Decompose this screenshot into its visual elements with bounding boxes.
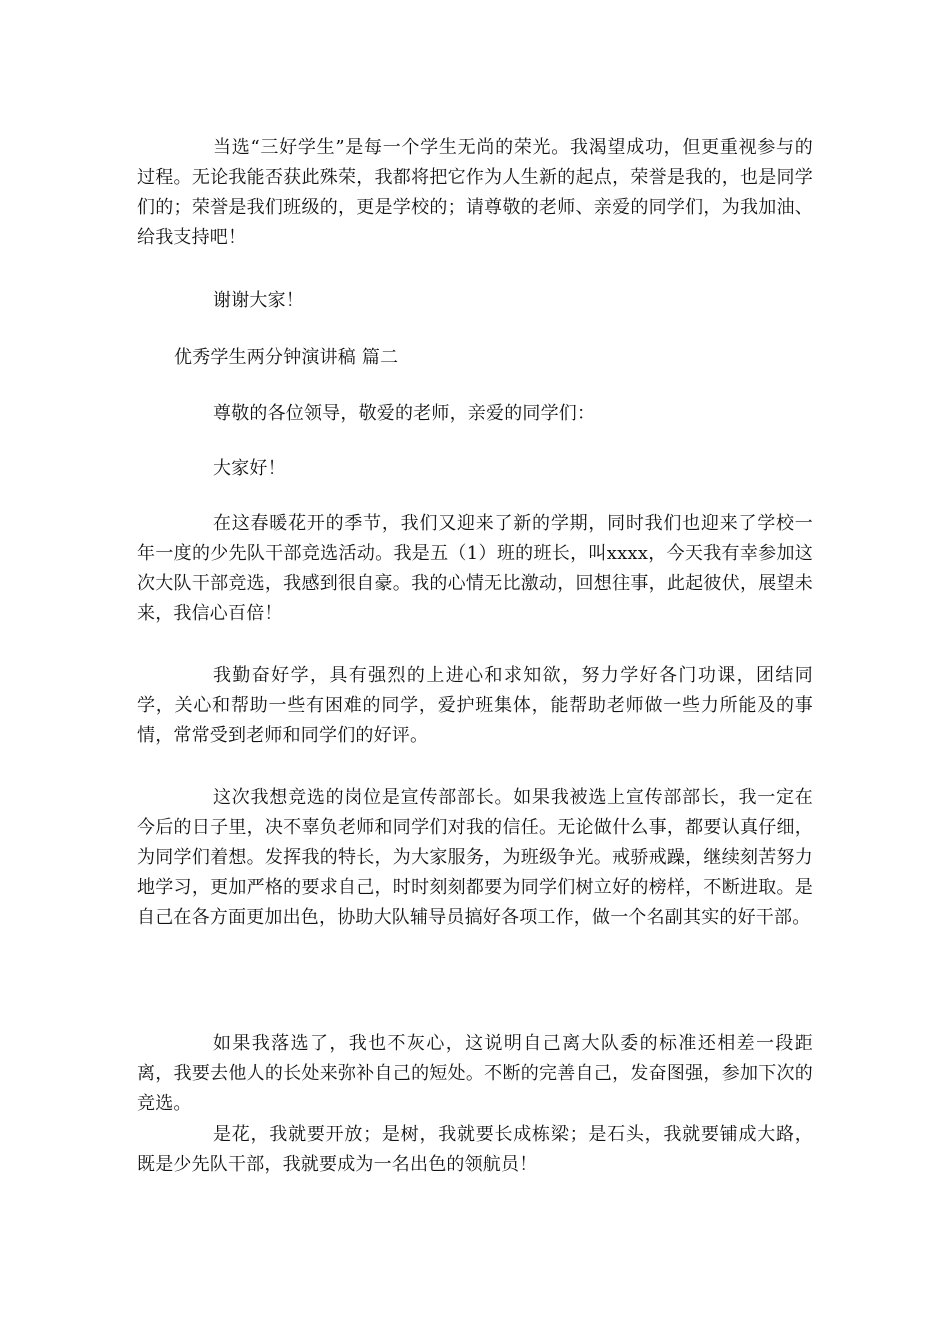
paragraph-closing-statement: 当选“三好学生”是每一个学生无尚的荣光。我渴望成功，但更重视参与的过程。无论我能否获此殊荣，我都将把它作为人生新的起点，荣誉是我的，也是同学们的；荣誉是我们班级的，更是学校的；请尊敬的老师、亲爱的同学们，为我加油、给我支持吧！	[137, 137, 813, 248]
section-title: 优秀学生两分钟演讲稿 篇二	[174, 347, 399, 368]
paragraph-introduction: 在这春暖花开的季节，我们又迎来了新的学期，同时我们也迎来了学校一年一度的少先队干部竞选活动。我是五（1）班的班长，叫xxxx，今天我有幸参加这次大队干部竞选，我感到很自豪。我的心情无比激动，回想往事，此起彼伏，展望未来，我信心百倍！	[137, 513, 813, 624]
paragraph-final-resolve: 是花，我就要开放；是树，我就要长成栋梁；是石头，我就要铺成大路，既是少先队干部，我就要成为一名出色的领航员！	[137, 1124, 813, 1175]
paragraph-salutation: 尊敬的各位领导，敬爱的老师，亲爱的同学们：	[213, 403, 596, 424]
paragraph-greeting: 大家好！	[213, 458, 286, 479]
paragraph-if-not-elected: 如果我落选了，我也不灰心，这说明自己离大队委的标准还相差一段距离，我要去他人的长处来弥补自己的短处。不断的完善自己，发奋图强，参加下次的竞选。	[137, 1033, 813, 1114]
paragraph-thanks: 谢谢大家！	[213, 290, 304, 311]
paragraph-self-description: 我勤奋好学，具有强烈的上进心和求知欲，努力学好各门功课，团结同学，关心和帮助一些有困难的同学，爱护班集体，能帮助老师做一些力所能及的事情，常常受到老师和同学们的好评。	[137, 665, 813, 746]
paragraph-position-goal: 这次我想竞选的岗位是宣传部部长。如果我被选上宣传部部长，我一定在今后的日子里，决不辜负老师和同学们对我的信任。无论做什么事，都要认真仔细，为同学们着想。发挥我的特长，为大家服务，为班级争光。戒骄戒躁，继续刻苦努力地学习，更加严格的要求自己，时时刻刻都要为同学们树立好的榜样，不断进取。是自己在各方面更加出色，协助大队辅导员搞好各项工作，做一个名副其实的好干部。	[137, 787, 813, 928]
